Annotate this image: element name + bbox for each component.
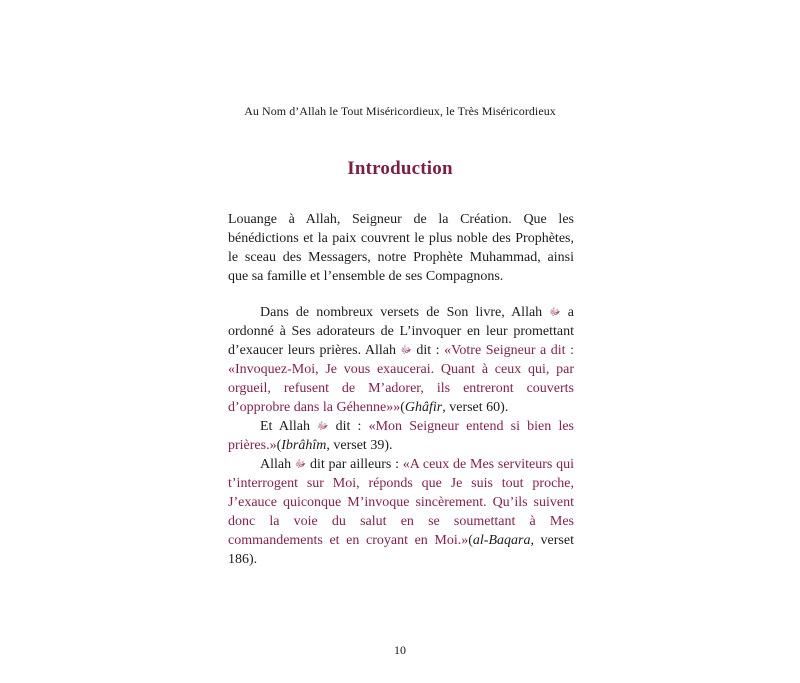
honorific-glyph: ﷻ	[400, 345, 412, 356]
paragraph-lead: Dans de nombreux versets de Son livre, Allah	[260, 305, 543, 320]
paragraph-lead: Allah	[260, 457, 292, 472]
quote-reference-open: (	[276, 438, 282, 453]
honorific-glyph: ﷻ	[294, 459, 307, 470]
body-text	[228, 210, 574, 569]
quote-reference-open: (	[400, 400, 405, 415]
quran-quote: «Mon Seigneur entend si bien les prières.»	[228, 419, 574, 453]
paragraph-mid: a ordonné à Ses adorateurs de L’invoquer en leur promettant d’exaucer leurs prières. Allah	[228, 305, 574, 358]
honorific-glyph: ﷻ	[549, 307, 561, 318]
paragraph-verse-ghafir	[228, 303, 574, 417]
paragraph-dit: dit par ailleurs :	[309, 457, 399, 472]
quran-quote: «Votre Seigneur a dit : «Invoquez-Moi, Je vous exaucerai. Quant à ceux qui, par orgueil, refusent de M’adorer, ils entreront couverts d’opprobre dans la Géhenne»»	[228, 343, 574, 415]
paragraph-dit: dit :	[335, 419, 362, 434]
quote-reference-source: Ghâfir	[404, 400, 443, 415]
quote-reference-rest: , verset 186).	[228, 533, 574, 567]
paragraph-dit: dit :	[416, 343, 440, 358]
quote-reference-rest: , verset 60).	[442, 400, 509, 415]
quran-quote: «A ceux de Mes serviteurs qui t’interrogent sur Moi, réponds que Je suis tout proche, J’exauce quiconque M’invoque sincèrement. Qu’ils suivent donc la voie du salut en se soumettant à Mes commandements et en croyant en Moi.»	[228, 457, 574, 548]
paragraph-opening: Louange à Allah, Seigneur de la Création. Que les bénédictions et la paix couvrent le plus noble des Prophètes, le sceau des Messagers, notre Prophète Muhammad, ainsi que sa famille et l’ensemble de ses Compagnons.	[228, 212, 574, 284]
paragraph-lead: Et Allah	[260, 419, 310, 434]
quote-reference-source: al-Baqara	[472, 533, 531, 548]
paragraph-verse-baqara	[228, 455, 574, 569]
quote-reference-rest: , verset 39).	[326, 438, 393, 453]
honorific-glyph: ﷻ	[317, 421, 329, 432]
basmala-header: Au Nom d’Allah le Tout Miséricordieux, le Très Miséricordieux	[244, 104, 556, 118]
quote-reference-source: Ibrâhîm	[281, 438, 327, 453]
page-number: 10	[394, 643, 406, 657]
page-title: Introduction	[347, 158, 453, 179]
paragraph-verse-ibrahim	[228, 417, 574, 455]
quote-reference-open: (	[468, 533, 473, 548]
